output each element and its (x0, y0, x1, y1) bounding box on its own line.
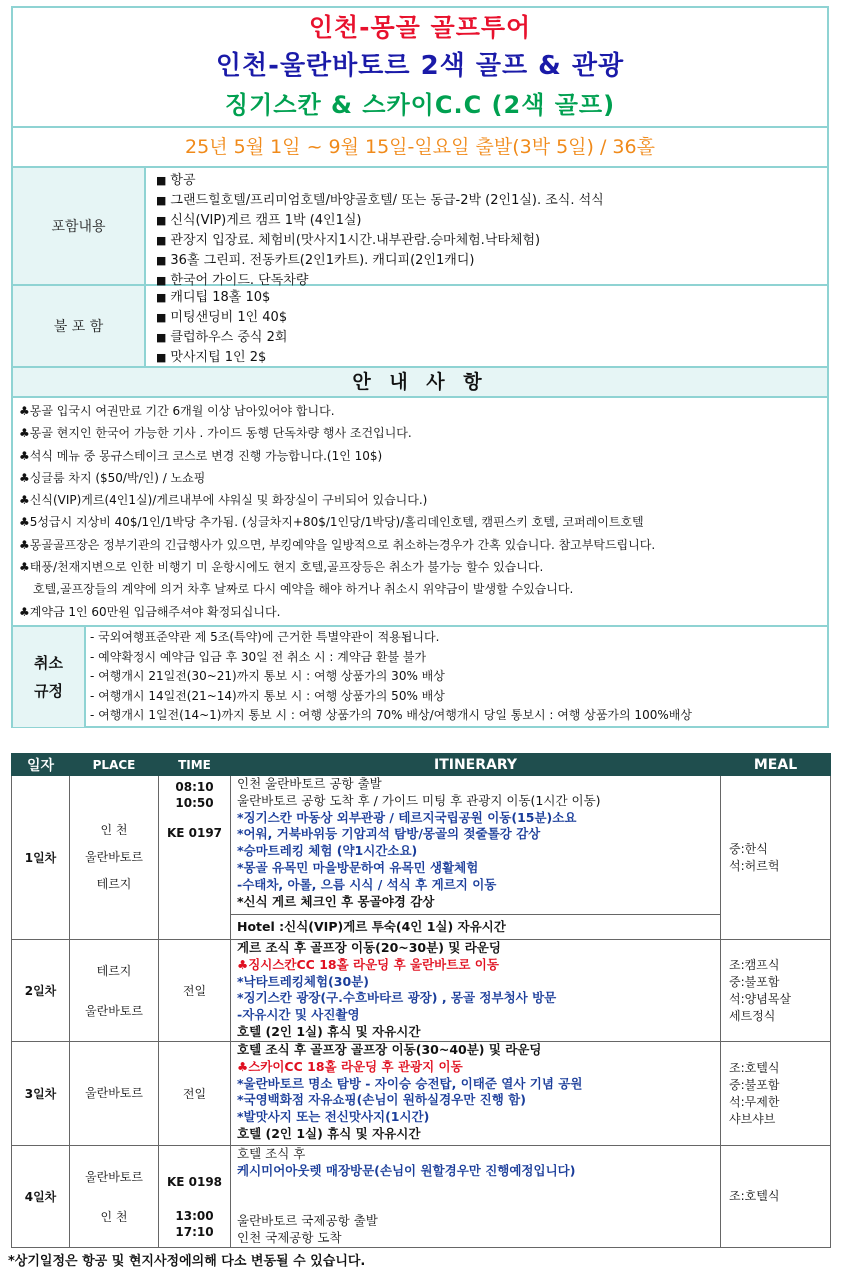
included-item: ■ 한국어 가이드. 단독차량 (156, 273, 309, 288)
cancellation-item: - 여행개시 21일전(30~21)까지 통보 시 : 여행 상품가의 30% 배상 (90, 669, 445, 684)
day-cell: 2일차 (12, 940, 70, 1042)
included-label: 포함내용 (13, 168, 146, 284)
col-header-day: 일자 (12, 754, 70, 776)
included-list (146, 168, 827, 288)
notice-item: ♣5성급시 지상비 40$/1인/1박당 추가됨. (싱글차지+80$/1인당/1박당)/홀리데인호텔, 캠핀스키 호텔, 코퍼레이트호텔 (19, 515, 644, 530)
tour-summary-box (11, 6, 829, 728)
time-cell: 전일 (159, 940, 231, 1042)
bullet-icon: ■ (156, 254, 167, 267)
place-cell: 인 천 울란바토르 테르지 (70, 776, 159, 940)
golf-courses-title: 징기스칸 & 스카이C.C (2색 골프) (224, 91, 616, 119)
itinerary-cell: 호텔 조식 후 케시미어아웃렛 매장방문(손님이 원할경우만 진행예정입니다) 울란바토르 국제공항 출발 인천 국제공항 도착 (231, 1146, 721, 1248)
itinerary-cell: 인천 울란바토르 공항 출발 울란바토르 공항 도착 후 / 가이드 미팅 후 관광지 이동(1시간 이동) *징기스칸 마동상 외부관광 / 테르지국립공원 이동(15분)소요 *어워, 거북바위등 기암괴석 탐방/몽골의 젖줄톨강 감상 *승마트레킹 체험 (약1시간소요) *몽골 유목민 마을방문하여 유목민 생활체험 -수태차, 아롤, 으름 시식 / 석식 후 게르지 이동 *신식 게르 체크인 후 몽골야경 감상 Hotel :신식(VIP)게르 투숙(4인 1실) 자유시간 (231, 776, 721, 940)
cancellation-item: - 여행개시 1일전(14~1)까지 통보 시 : 여행 상품가의 70% 배상/여행개시 당일 통보시 : 여행 상품가의 100%배상 (90, 708, 692, 723)
included-item: ■ 항공 (156, 173, 196, 188)
notice-list (13, 398, 827, 627)
notice-item: ♣태풍/천재지변으로 인한 비행기 미 운항시에도 현지 호텔,골프장등은 취소가 불가능 할수 있습니다. (19, 560, 544, 575)
col-header-itinerary: ITINERARY (231, 754, 721, 776)
tour-subtitle: 인천-울란바토르 2색 골프 & 관광 (215, 51, 625, 81)
meal-cell: 조:캠프식 중:불포함 석:양념목살 세트정식 (721, 940, 831, 1042)
hotel-line: Hotel :신식(VIP)게르 투숙(4인 1실) 자유시간 (231, 914, 720, 937)
bullet-icon: ■ (156, 174, 167, 187)
notice-item: ♣싱글룸 차지 ($50/박/인) / 노쇼핑 (19, 470, 206, 485)
excluded-section (13, 286, 827, 368)
itinerary-row-day2 (12, 940, 831, 1042)
included-section (13, 168, 827, 286)
meal-cell: 중:한식 석:허르헉 (721, 776, 831, 940)
cancellation-item: - 예약확정시 예약금 입금 후 30일 전 취소 시 : 계약금 환불 불가 (90, 649, 427, 664)
cancellation-section (13, 627, 827, 727)
departure-dates: 25년 5월 1일 ~ 9월 15일-일요일 출발(3박 5일) / 36홀 (13, 128, 827, 168)
time-cell: KE 0198 13:00 17:10 (159, 1146, 231, 1248)
excluded-item: ■ 미팅샌딩비 1인 40$ (156, 310, 288, 325)
excluded-item: ■ 맛사지팁 1인 2$ (156, 350, 267, 365)
bullet-icon: ■ (156, 331, 167, 344)
itinerary-row-day1 (12, 776, 831, 940)
bullet-icon: ■ (156, 234, 167, 247)
meal-cell: 조:호텔식 (721, 1146, 831, 1248)
tour-title: 인천-몽골 골프투어 (308, 13, 532, 42)
excluded-list (146, 286, 827, 366)
meal-cell: 조:호텔식 중:불포함 석:무제한 샤브샤브 (721, 1042, 831, 1146)
bullet-icon: ■ (156, 274, 167, 287)
itinerary-header-row (12, 754, 831, 776)
notice-item: ♣몽골 입국시 여권만료 기간 6개월 이상 남아있어야 합니다. (19, 404, 335, 418)
place-cell: 울란바토르 (70, 1042, 159, 1146)
schedule-footnote: *상기일정은 항공 및 현지사정에의해 다소 변동될 수 있습니다. (8, 1254, 366, 1269)
col-header-time: TIME (159, 754, 231, 776)
notice-item: ♣몽골골프장은 정부기관의 긴급행사가 있으면, 부킹예약을 일방적으로 취소하는경우가 간혹 있습니다. 참고부탁드립니다. (19, 537, 656, 552)
itinerary-row-day4 (12, 1146, 831, 1248)
col-header-meal: MEAL (721, 754, 831, 776)
col-header-place: PLACE (70, 754, 159, 776)
included-item: ■ 신식(VIP)게르 캠프 1박 (4인1실) (156, 213, 362, 228)
cancellation-item: - 국외여행표준약관 제 5조(특약)에 근거한 특별약관이 적용됩니다. (90, 630, 440, 644)
notice-item: ♣계약금 1인 60만원 입금해주셔야 확정되십니다. (19, 604, 281, 619)
included-item: ■ 36홀 그린피. 전동카트(2인1카트). 캐디피(2인1캐디) (156, 253, 475, 268)
time-cell: 08:10 10:50 KE 0197 (159, 776, 231, 940)
place-cell: 테르지 울란바토르 (70, 940, 159, 1042)
included-item: ■ 그랜드힐호텔/프리미엄호텔/바양골호텔/ 또는 동급-2박 (2인1실). 조식. 석식 (156, 193, 604, 208)
place-cell: 울란바토르 인 천 (70, 1146, 159, 1248)
cancellation-item: - 여행개시 14일전(21~14)까지 통보 시 : 여행 상품가의 50% 배상 (90, 688, 445, 703)
excluded-item: ■ 클럽하우스 중식 2회 (156, 330, 288, 345)
title-block (13, 8, 827, 128)
itinerary-table (11, 753, 831, 1248)
bullet-icon: ■ (156, 311, 167, 324)
day-cell: 4일차 (12, 1146, 70, 1248)
excluded-label: 불 포 함 (13, 286, 146, 366)
day-cell: 3일차 (12, 1042, 70, 1146)
notice-item: ♣신식(VIP)게르(4인1실)/게르내부에 샤워실 및 화장실이 구비되어 있습니다.) (19, 493, 428, 508)
time-cell: 전일 (159, 1042, 231, 1146)
bullet-icon: ■ (156, 194, 167, 207)
itinerary-row-day3 (12, 1042, 831, 1146)
cancellation-label: 취소 규정 (13, 627, 86, 727)
itinerary-cell: 게르 조식 후 골프장 이동(20~30분) 및 라운딩 ♣징시스칸CC 18홀 라운딩 후 울란바트로 이동 *낙타트레킹체험(30분) *징기스칸 광장(구.수흐바타르 광장) , 몽골 정부청사 방문 -자유시간 및 사진촬영 호텔 (2인 1실) 휴식 및 자유시간 (231, 940, 721, 1042)
notice-item: ♣석식 메뉴 중 몽규스테이크 코스로 변경 진행 가능합니다.(1인 10$) (19, 448, 383, 463)
bullet-icon: ■ (156, 351, 167, 364)
itinerary-cell: 호텔 조식 후 골프장 골프장 이동(30~40분) 및 라운딩 ♣스카이CC 18홀 라운딩 후 관광지 이동 *울란바토르 명소 탐방 - 자이승 승전탑, 이태준 열사 기념 공원 *국영백화점 자유쇼핑(손님이 원하실경우만 진행 함) *발맛사지 또는 전신맛사지(1시간) 호텔 (2인 1실) 휴식 및 자유시간 (231, 1042, 721, 1146)
included-item: ■ 관장지 입장료. 체험비(맛사지1시간.내부관람.승마체험.낙타체험) (156, 233, 541, 248)
notice-item: ♣몽골 현지인 한국어 가능한 기사 . 가이드 동행 단독차량 행사 조건입니다. (19, 426, 412, 441)
excluded-item: ■ 캐디팁 18홀 10$ (156, 290, 271, 305)
day-cell: 1일차 (12, 776, 70, 940)
notice-heading: 안 내 사 항 (13, 368, 827, 398)
bullet-icon: ■ (156, 214, 167, 227)
cancellation-list (86, 627, 827, 727)
bullet-icon: ■ (156, 291, 167, 304)
notice-item: 호텔,골프장들의 계약에 의거 차후 날짜로 다시 예약을 해야 하거나 취소시 위약금이 발생할 수있습니다. (33, 582, 574, 597)
